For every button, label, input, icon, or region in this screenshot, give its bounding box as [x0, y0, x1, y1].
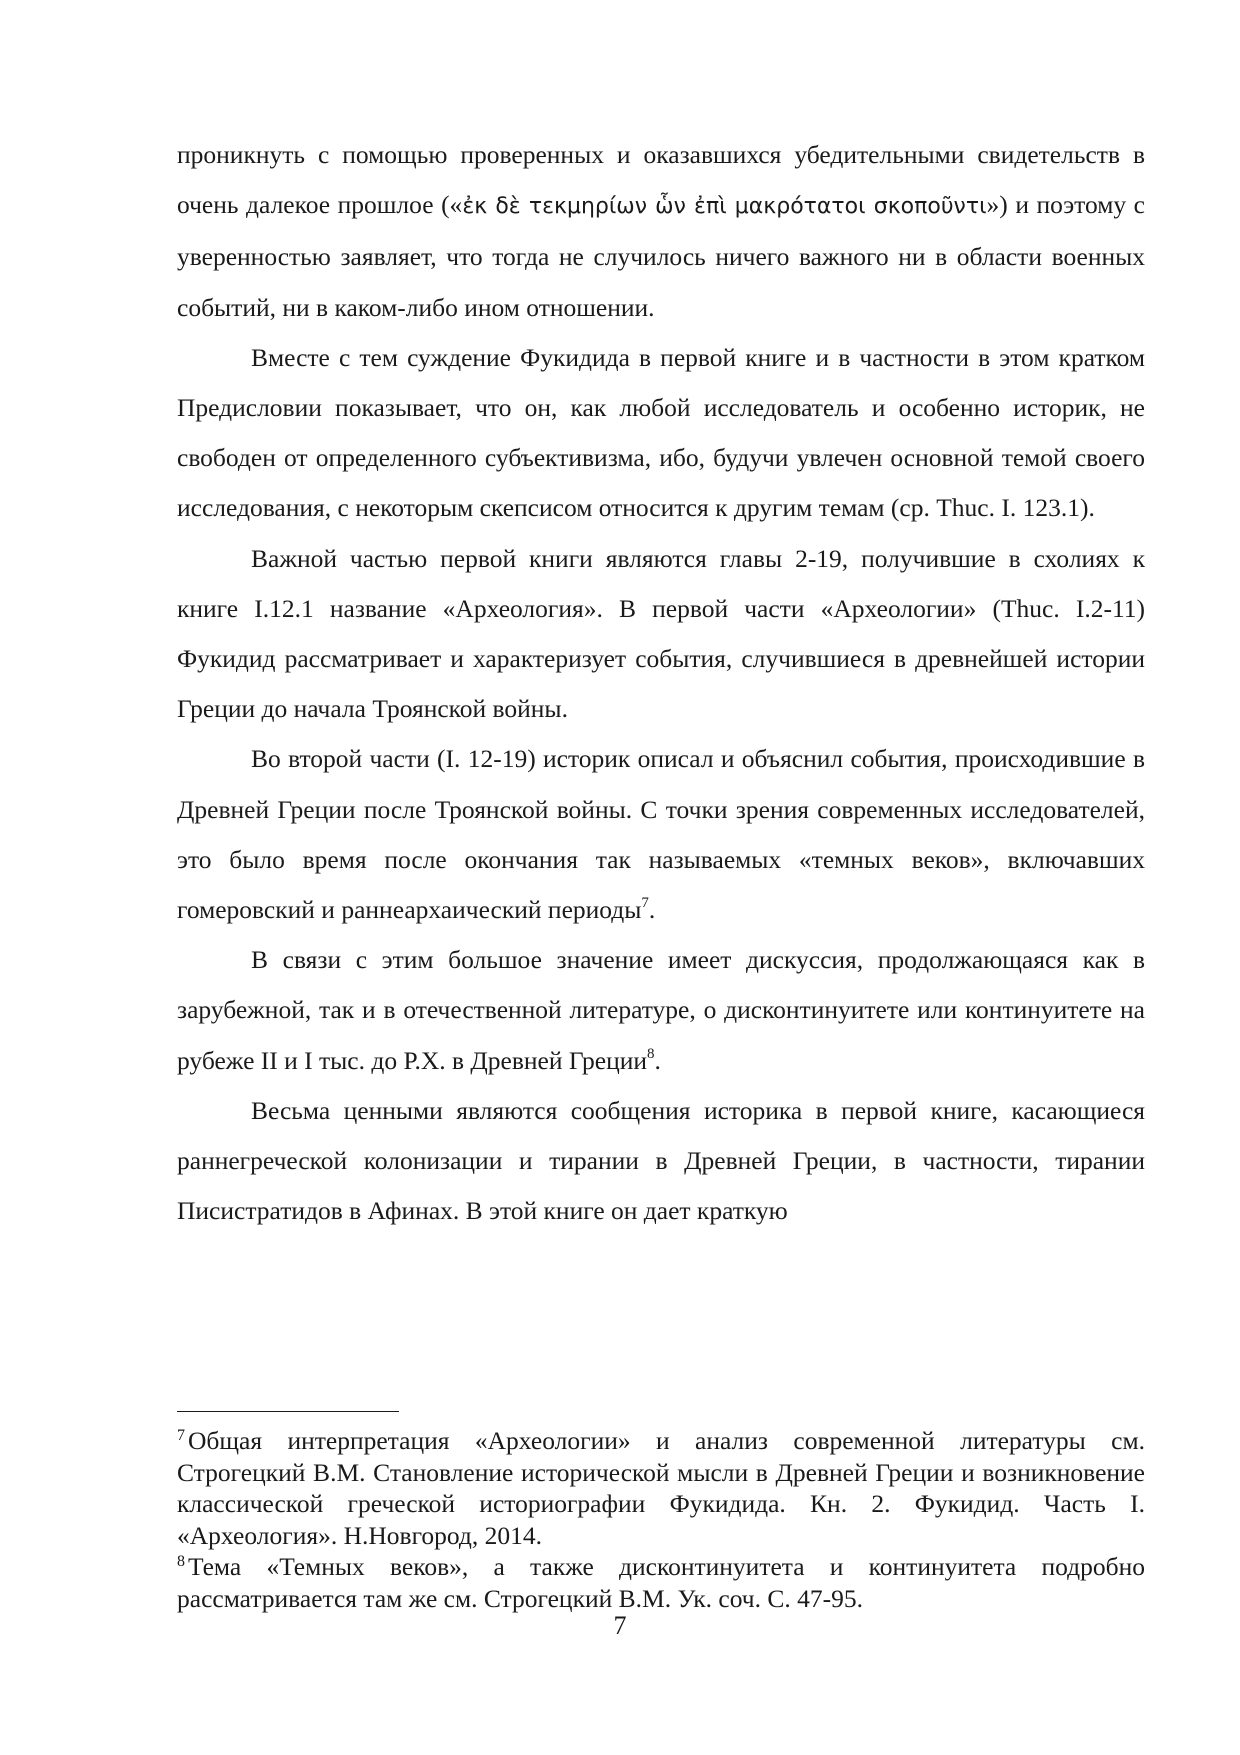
footnote-number-8: 8 [177, 1553, 185, 1570]
footnote-separator [177, 1411, 399, 1412]
paragraph-1 [177, 130, 1145, 333]
paragraph-5 [177, 935, 1145, 1086]
paragraph-5-end: . [654, 1045, 661, 1075]
paragraph-3-text: Важной частью первой книги являются главы 2-19, получившие в схолиях к книге I.12.1 название «Археология». В первой части «Археологии» (Thuc. I.2-11) Фукидид рассматривает и характеризует события, случившиеся в древнейшей истории Греции до начала Троянской войны. [177, 543, 1145, 724]
paragraph-2-text: Вместе с тем суждение Фукидида в первой книге и в частности в этом кратком Предисловии показывает, что он, как любой исследователь и особенно историк, не свободен от определенного субъективизма, ибо, будучи увлечен основной темой своего исследования, с некоторым скепсисом относится к другим темам (ср. Thuc. I. 123.1). [177, 342, 1145, 523]
footnotes [177, 1425, 1145, 1614]
footnote-8 [177, 1551, 1145, 1614]
main-text [177, 130, 1145, 1236]
paragraph-6-text: Весьма ценными являются сообщения историка в первой книге, касающиеся раннегреческой колонизации и тирании в Древней Греции, в частности, тирании Писистратидов в Афинах. В этой книге он дает краткую [177, 1095, 1145, 1226]
footnote-number-7: 7 [177, 1427, 185, 1444]
paragraph-3 [177, 534, 1145, 735]
paragraph-1-text-before: проникнуть с помощью проверенных и оказавшихся убедительными свидетельств в очень далекое прошлое (« [177, 140, 1145, 220]
footnote-ref-7[interactable]: 7 [641, 895, 649, 912]
paragraph-4-end: . [648, 895, 656, 925]
footnote-ref-8[interactable]: 8 [647, 1045, 655, 1062]
paragraph-6 [177, 1086, 1145, 1237]
footnote-7 [177, 1425, 1145, 1551]
footnote-8-text: Тема «Темных веков», а также дисконтинуитета и континуитета подробно рассматривается там же см. Строгецкий В.М. Ук. соч. С. 47-95. [177, 1552, 1145, 1613]
paragraph-5-text: В связи с этим большое значение имеет дискуссия, продолжающаяся как в зарубежной, так и в отечественной литературе, о дисконтинуитете или континуитете на рубеже II и I тыс. до Р.Х. в Древней Греции [177, 945, 1145, 1075]
footnote-7-text: Общая интерпретация «Археологии» и анализ современной литературы см. Строгецкий В.М. Становление исторической мысли в Древней Греции и возникновение классической греческой историографии Фукидида. Кн. 2. Фукидид. Часть I. «Археология». Н.Новгород, 2014. [177, 1426, 1145, 1550]
paragraph-1-text-after: ») и поэтому с уверенностью заявляет, что тогда не случилось ничего важного ни в области военных событий, ни в каком-либо ином отношении. [177, 190, 1145, 322]
paragraph-4-text: Во второй части (I. 12-19) историк описал и объяснил события, происходившие в Древней Греции после Троянской войны. С точки зрения современных исследователей, это было время после окончания так называемых «темных веков», включавших гомеровский и раннеархаический периоды [177, 744, 1145, 925]
paragraph-4 [177, 734, 1145, 935]
greek-quotation: ἐκ δὲ τεκμηρίων ὧν ἐπὶ μακρότατοι σκοποῦντι [462, 194, 987, 220]
paragraph-2 [177, 333, 1145, 534]
page-number: 7 [613, 1611, 627, 1640]
